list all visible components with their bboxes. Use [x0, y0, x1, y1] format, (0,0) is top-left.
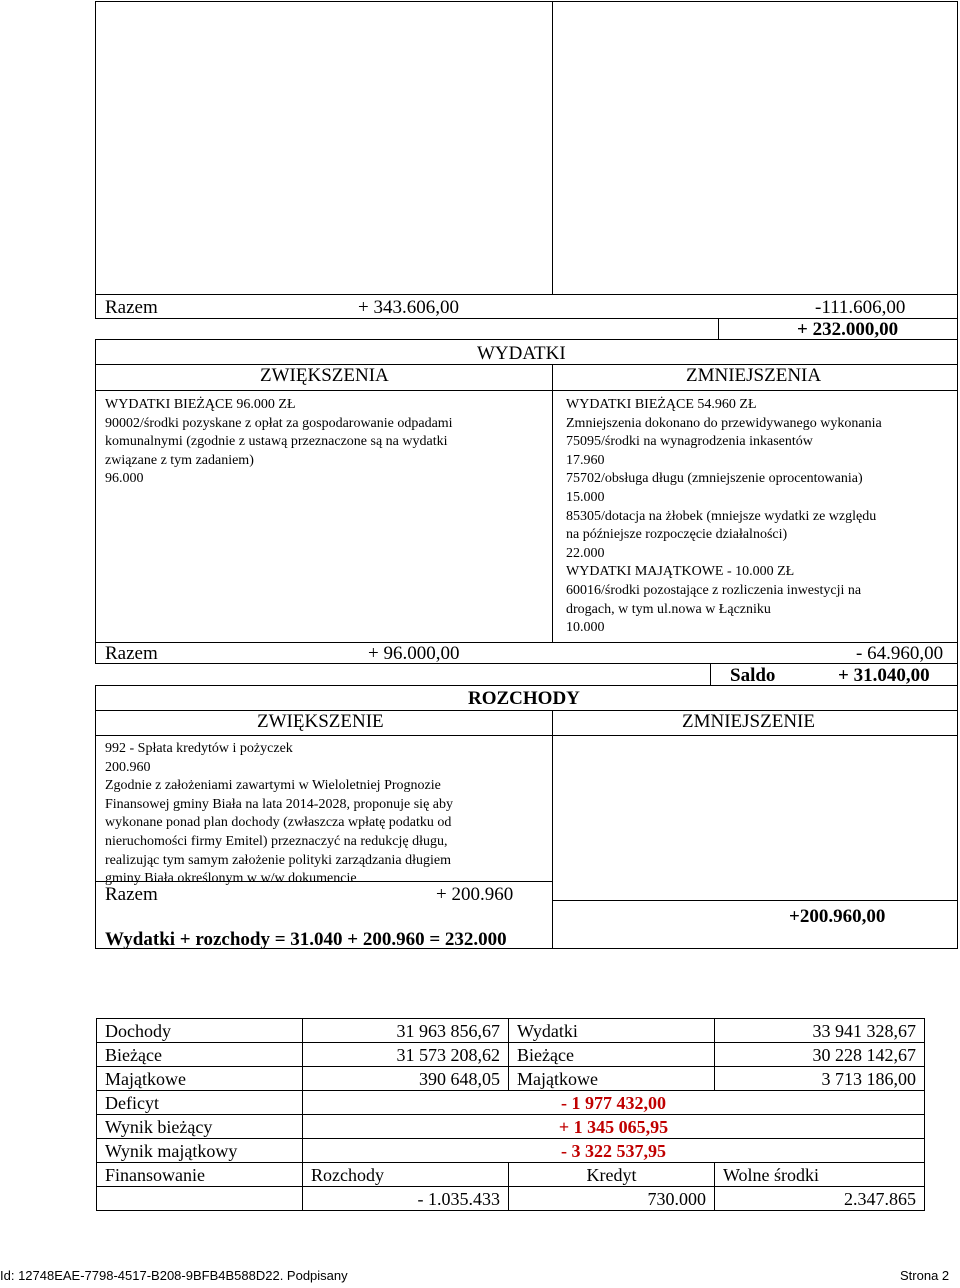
table-cell: 730.000: [509, 1187, 715, 1211]
table-row: [97, 1091, 925, 1115]
table-row: [97, 1043, 925, 1067]
wydatki-right-line: WYDATKI MAJĄTKOWE - 10.000 ZŁ: [566, 564, 795, 580]
top-razem-minus: -111.606,00: [815, 297, 906, 318]
top-razem-label: Razem: [105, 297, 158, 318]
document-id-footer: Id: 12748EAE-7798-4517-B208-9BFB4B588D22. Podpisany: [0, 1268, 348, 1283]
wydatki-left-line: komunalnymi (zgodnie z ustawą przeznaczone są na wydatki: [105, 434, 448, 450]
budget-summary-table: [96, 1018, 925, 1211]
saldo-value: + 31.040,00: [838, 665, 930, 686]
rozchody-formula: Wydatki + rozchody = 31.040 + 200.960 = 232.000: [105, 929, 507, 950]
table-cell: Wynik bieżący: [97, 1115, 303, 1139]
table-cell: 33 941 328,67: [715, 1019, 925, 1043]
wydatki-left-header: ZWIĘKSZENIA: [260, 365, 389, 386]
rozchody-left-line: realizując tym samym założenie polityki zarządzania długiem: [105, 852, 451, 868]
table-cell: Bieżące: [97, 1043, 303, 1067]
rozchody-left-line: Zgodnie z założeniami zawartymi w Wieloletniej Prognozie: [105, 778, 441, 794]
table-cell: Finansowanie: [97, 1163, 303, 1187]
current-result-value: + 1 345 065,95: [303, 1115, 925, 1139]
rozchody-title: ROZCHODY: [468, 688, 580, 709]
top-blank-box: [95, 1, 553, 295]
table-cell: 31 963 856,67: [303, 1019, 509, 1043]
wydatki-title: WYDATKI: [477, 343, 566, 364]
wydatki-right-line: 15.000: [566, 489, 605, 505]
deficit-value: - 1 977 432,00: [303, 1091, 925, 1115]
wydatki-right-line: 10.000: [566, 620, 605, 636]
table-row: [97, 1187, 925, 1211]
rozchody-left-header: ZWIĘKSZENIE: [257, 711, 384, 732]
rozchody-left-line: wykonane ponad plan dochody (zwłaszcza wpłatę podatku od: [105, 815, 452, 831]
table-cell: Majątkowe: [509, 1067, 715, 1091]
table-cell: 3 713 186,00: [715, 1067, 925, 1091]
wydatki-left-line: WYDATKI BIEŻĄCE 96.000 ZŁ: [105, 397, 296, 412]
rozchody-left-line: gminy Biała określonym w w/w dokumencie: [105, 871, 357, 887]
wydatki-left-text: [105, 396, 453, 489]
top-razem-total: + 232.000,00: [797, 319, 899, 340]
wydatki-right-line: Zmniejszenia dokonano do przewidywanego wykonania: [566, 415, 882, 431]
table-cell: - 1.035.433: [303, 1187, 509, 1211]
page-number: Strona 2: [900, 1268, 950, 1283]
rozchody-left-text: [105, 740, 453, 889]
table-cell: [97, 1187, 303, 1211]
wydatki-left-line: 90002/środki pozyskane z opłat za gospodarowanie odpadami: [105, 415, 453, 431]
table-cell: 390 648,05: [303, 1067, 509, 1091]
table-cell: Majątkowe: [97, 1067, 303, 1091]
table-cell: Rozchody: [303, 1163, 509, 1187]
wydatki-right-line: WYDATKI BIEŻĄCE 54.960 ZŁ: [566, 397, 757, 412]
table-row: [97, 1019, 925, 1043]
wydatki-right-header: ZMNIEJSZENIA: [686, 365, 822, 386]
rozchody-left-line: Finansowej gminy Biała na lata 2014-2028, proponuje się aby: [105, 796, 453, 812]
table-cell: 31 573 208,62: [303, 1043, 509, 1067]
capital-result-value: - 3 322 537,95: [303, 1139, 925, 1163]
wydatki-right-text: [566, 396, 882, 638]
wydatki-razem-plus: + 96.000,00: [368, 643, 460, 664]
wydatki-razem-minus: - 64.960,00: [856, 643, 944, 664]
rozchody-razem-label: Razem: [105, 884, 158, 905]
top-razem-plus: + 343.606,00: [358, 297, 459, 318]
table-cell: Dochody: [97, 1019, 303, 1043]
rozchody-left-line: 200.960: [105, 759, 151, 775]
wydatki-left-line: 96.000: [105, 471, 144, 487]
saldo-label: Saldo: [730, 665, 776, 686]
wydatki-left-line: związane z tym zadaniem): [105, 452, 254, 468]
table-row: [97, 1115, 925, 1139]
rozchody-left-line: nieruchomości firmy Emitel) przeznaczyć na redukcję długu,: [105, 833, 448, 849]
table-cell: Wolne środki: [715, 1163, 925, 1187]
rozchody-razem-value: + 200.960: [436, 884, 514, 905]
wydatki-right-line: 22.000: [566, 545, 605, 561]
wydatki-right-line: 17.960: [566, 452, 605, 468]
table-row: [97, 1139, 925, 1163]
table-row: [97, 1067, 925, 1091]
table-cell: Bieżące: [509, 1043, 715, 1067]
wydatki-right-line: drogach, w tym ul.nowa w Łączniku: [566, 601, 771, 617]
wydatki-right-line: na późniejsze rozpoczęcie działalności): [566, 527, 788, 543]
rozchody-left-line: 992 - Spłata kredytów i pożyczek: [105, 741, 293, 756]
top-blank-box-right: [552, 1, 958, 295]
wydatki-right-line: 75702/obsługa długu (zmniejszenie oprocentowania): [566, 471, 863, 487]
table-cell: 30 228 142,67: [715, 1043, 925, 1067]
table-cell: Deficyt: [97, 1091, 303, 1115]
table-cell: 2.347.865: [715, 1187, 925, 1211]
table-cell: Wynik majątkowy: [97, 1139, 303, 1163]
wydatki-right-line: 75095/środki na wynagrodzenia inkasentów: [566, 434, 813, 450]
table-row: [97, 1163, 925, 1187]
table-cell: Kredyt: [509, 1163, 715, 1187]
wydatki-right-line: 85305/dotacja na żłobek (mniejsze wydatki ze względu: [566, 508, 877, 524]
wydatki-razem-row: [95, 642, 958, 664]
rozchody-right-header: ZMNIEJSZENIE: [682, 711, 815, 732]
rozchody-right-total: +200.960,00: [789, 906, 886, 927]
wydatki-razem-label: Razem: [105, 643, 158, 664]
wydatki-right-line: 60016/środki pozostające z rozliczenia inwestycji na: [566, 582, 862, 598]
table-cell: Wydatki: [509, 1019, 715, 1043]
